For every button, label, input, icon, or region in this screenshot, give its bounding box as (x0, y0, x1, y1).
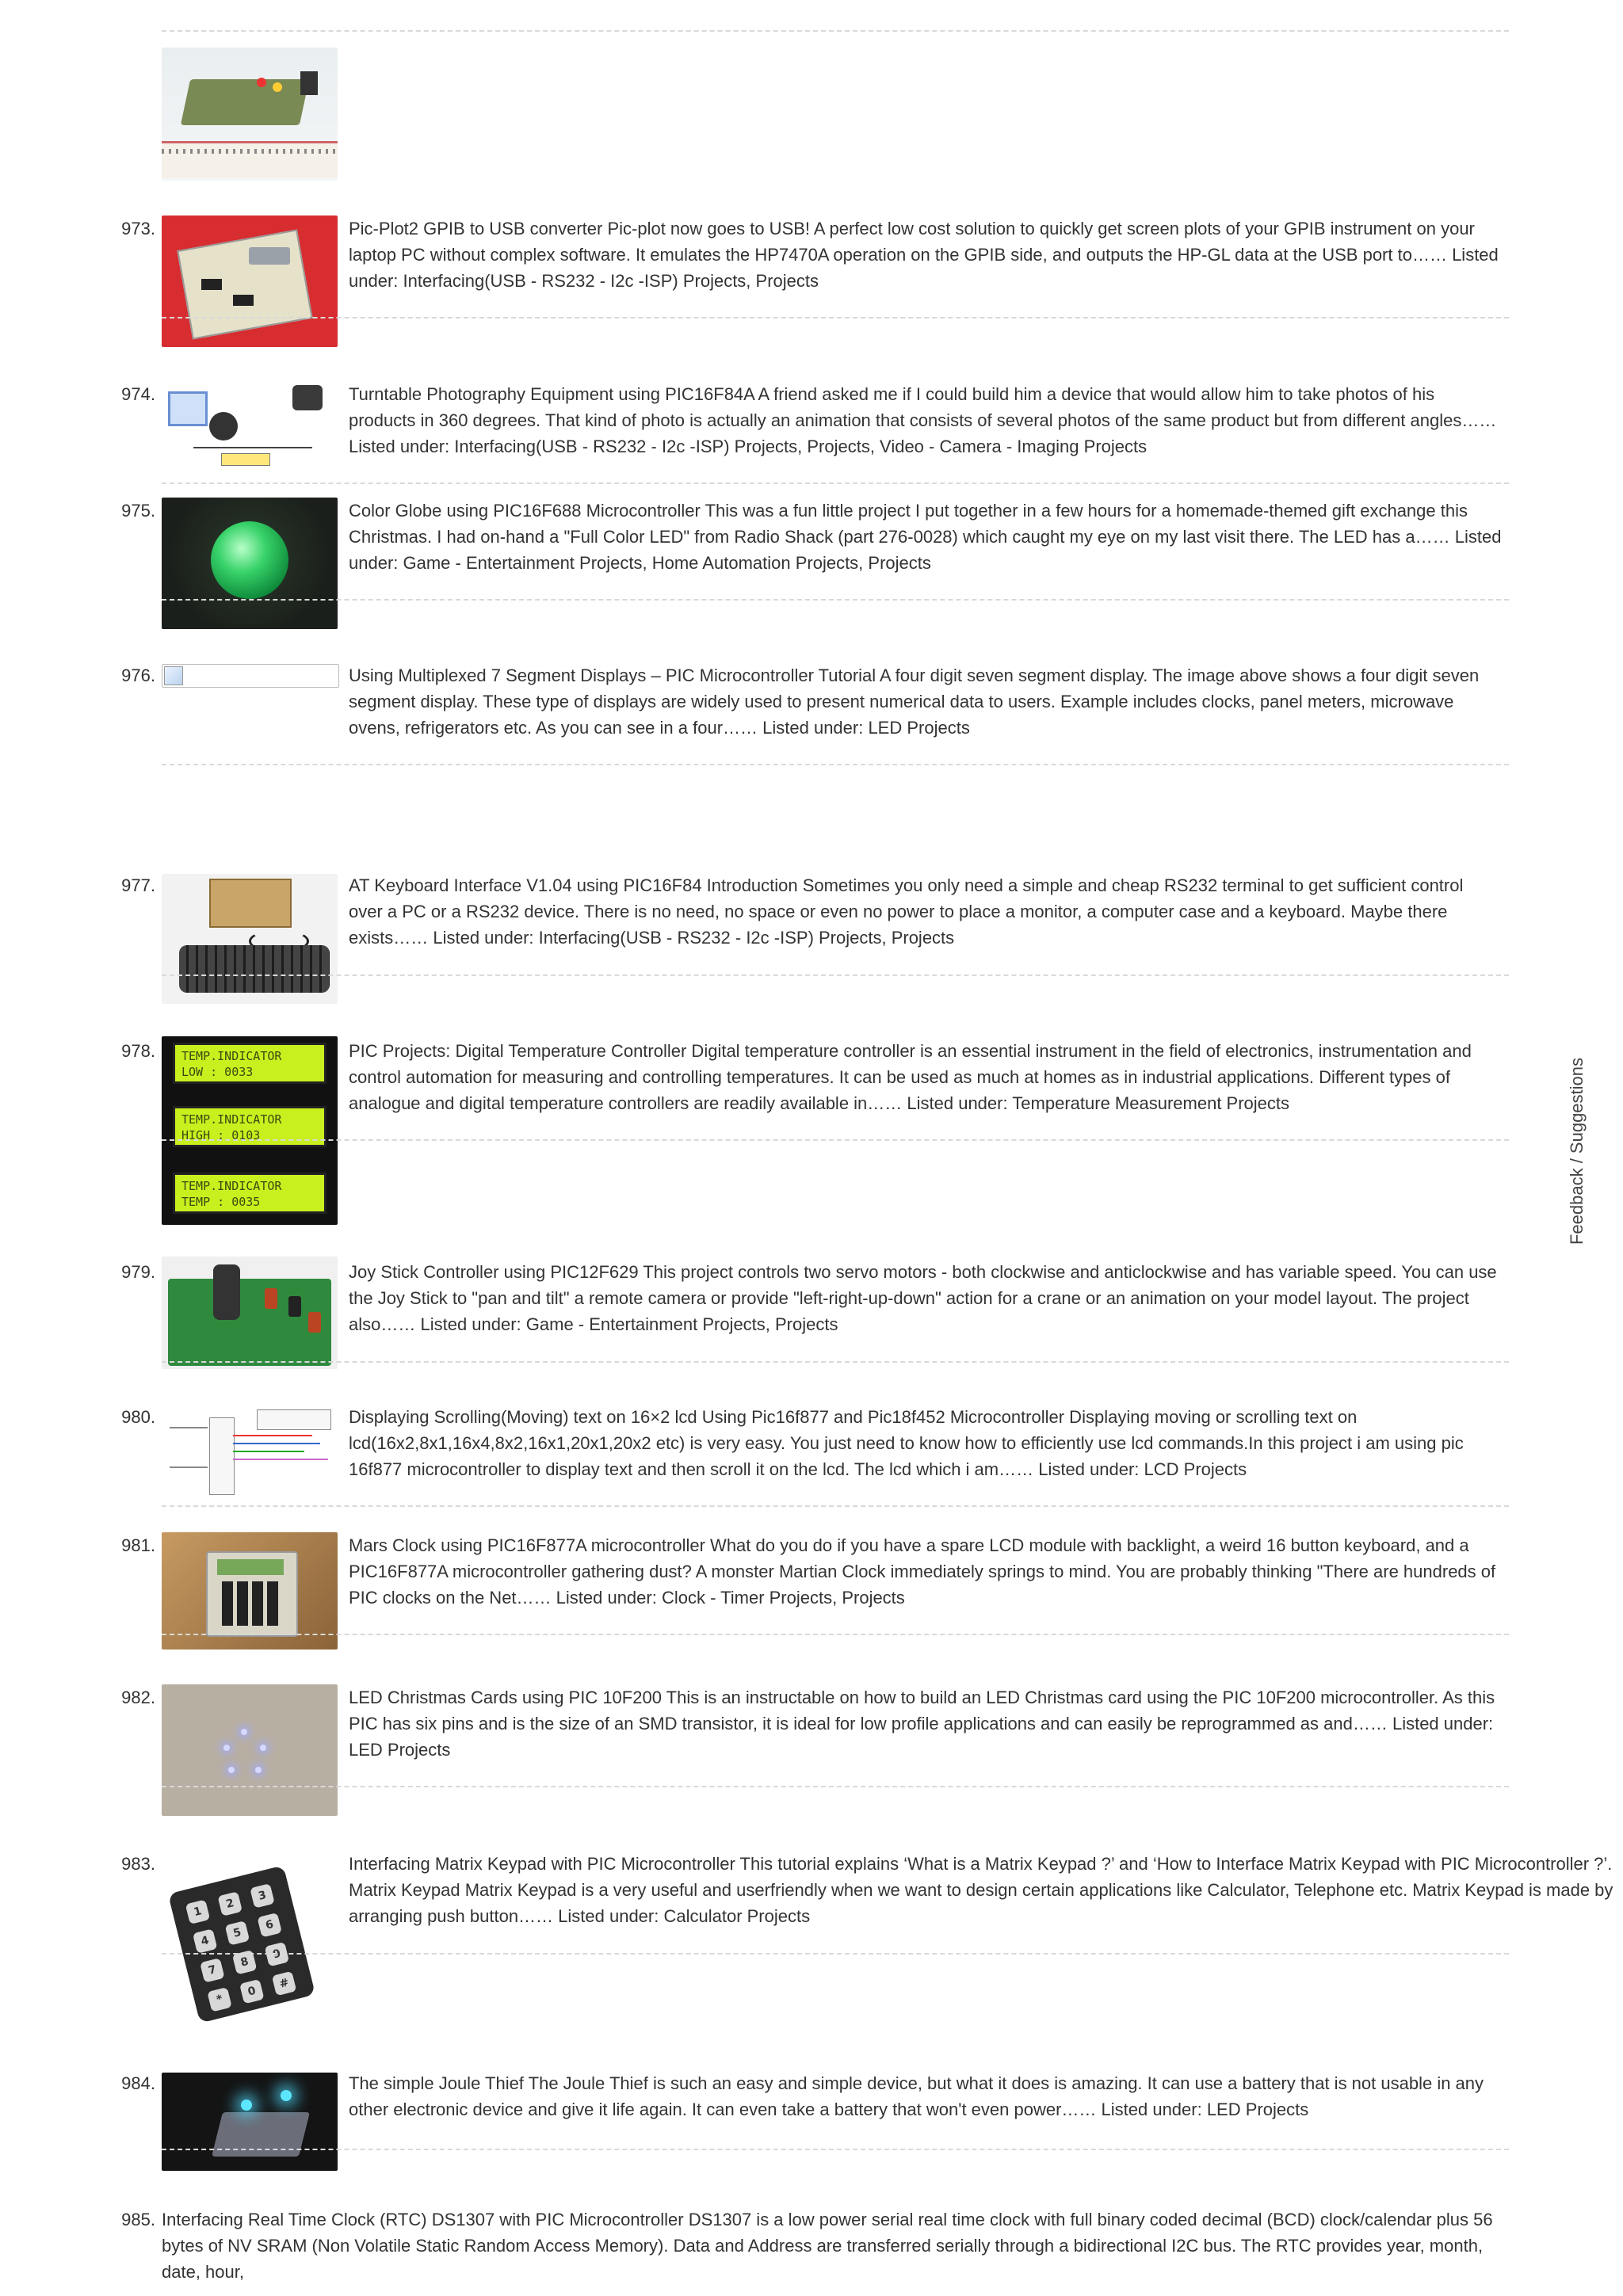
keypad-key: # (272, 1971, 297, 1997)
item-number: 980. (121, 1407, 155, 1427)
keypad-key: 0 (239, 1979, 265, 2004)
item-divider (162, 1953, 1509, 1955)
item-number: 978. (121, 1041, 155, 1061)
project-thumbnail[interactable] (162, 215, 338, 347)
project-description[interactable]: Mars Clock using PIC16F877A microcontroller What do you do if you have a spare LCD module with backlight, a weird 16 button keyboard, and a PIC16F877A microcontroller gathering dust? A monster Martian Clock immediately springs to mind. You are probably thinking "There are hundreds of PIC clocks on the Net…… Listed under: Clock - Timer Projects, Projects (349, 1535, 1496, 1608)
project-description[interactable]: Interfacing Real Time Clock (RTC) DS1307 with PIC Microcontroller DS1307 is a low power serial real time clock with full binary coded decimal (BCD) clock/calendar plus 56 bytes of NV SRAM (Non Volatile Static Random Access Memory). Data and Address are transferred serially through a bidirectional I2C bus. The RTC provides year, month, date, hour, (162, 2210, 1493, 2282)
project-thumbnail[interactable] (162, 1532, 338, 1650)
item-divider (162, 1505, 1509, 1507)
project-thumbnail[interactable] (162, 498, 338, 629)
project-thumbnail[interactable] (162, 874, 338, 1004)
item-divider (162, 482, 1509, 484)
project-description[interactable]: Using Multiplexed 7 Segment Displays – PIC Microcontroller Tutorial A four digit seven segment display. The image above shows a four digit seven segment display. These type of displays are widely used to present numerical data to users. Example includes clocks, panel meters, microwave ovens, refrigerators etc. As you can see in a four…… Listed under: LED Projects (349, 666, 1480, 738)
project-description[interactable]: Pic-Plot2 GPIB to USB converter Pic-plot now goes to USB! A perfect low cost solution to quickly get screen plots of your GPIB instrument on your laptop PC without complex software. It emulates the HP7470A operation on the GPIB side, and outputs the HP-GL data at the USB port to…… Listed under: Interfacing(USB - RS232 - I2c -ISP) Projects, Projects (349, 219, 1499, 291)
item-number: 975. (121, 501, 155, 521)
project-description[interactable]: Color Globe using PIC16F688 Microcontroller This was a fun little project I put together in a few hours for a homemade-themed gift exchange this Christmas. I had on-hand a "Full Color LED" from Radio Shack (part 276-0028) which caught my eye on my last visit there. The LED has a…… Listed under: Game - Entertainment Projects, Home Automation Projects, Projects (349, 501, 1502, 573)
item-divider (162, 1139, 1509, 1141)
item-number: 973. (121, 219, 155, 238)
item-divider (162, 2149, 1509, 2150)
project-thumbnail[interactable] (162, 1684, 338, 1816)
item-divider (162, 1786, 1509, 1787)
project-thumbnail[interactable] (162, 1036, 338, 1225)
keypad-key: 3 (250, 1883, 275, 1909)
lcd-screen: TEMP.INDICATOR TEMP : 0035 (173, 1173, 327, 1214)
project-description[interactable]: Turntable Photography Equipment using PIC16F84A A friend asked me if I could build him a device that would allow him to take photos of his products in 360 degrees. That kind of photo is actually an animation that consists of several photos of the same product but from different angles…… Listed under: Interfacing(USB - RS232 - I2c -ISP) Projects, Projects, Video - Camera - Imaging Projects (349, 384, 1497, 456)
item-number: 984. (121, 2073, 155, 2093)
item-number: 981. (121, 1535, 155, 1555)
lcd-screen: TEMP.INDICATOR LOW : 0033 (173, 1043, 327, 1084)
lcd-screen: TEMP.INDICATOR HIGH : 0103 (173, 1106, 327, 1147)
keypad-key: 1 (185, 1899, 211, 1924)
project-thumbnail[interactable] (162, 1867, 338, 2025)
keypad-key: * (207, 1987, 232, 2012)
keypad-key: 5 (225, 1920, 250, 1946)
item-number: 979. (121, 1262, 155, 1282)
keypad-image (168, 1867, 315, 2023)
project-thumbnail[interactable] (162, 380, 338, 467)
project-description[interactable]: LED Christmas Cards using PIC 10F200 This is an instructable on how to build an LED Christmas card using the PIC 10F200 microcontroller. As this PIC has six pins and is the size of an SMD transistor, it is ideal for low profile applications and can easily be reprogrammed as and…… Listed under: LED Projects (349, 1688, 1495, 1760)
item-divider (162, 599, 1509, 601)
project-description[interactable]: Displaying Scrolling(Moving) text on 16×2 lcd Using Pic16f877 and Pic18f452 Microcontroller Displaying moving or scrolling text on lcd(16x2,8x1,16x4,8x2,16x1,20x1,20x2 etc) is very easy. You just need to know how to efficiently use lcd commands.In this project i am using pic 16f877 microcontroller to display text and then scroll it on the lcd. The lcd which i am…… Listed under: LCD Projects (349, 1407, 1464, 1479)
item-divider (162, 317, 1509, 318)
project-description[interactable]: Interfacing Matrix Keypad with PIC Microcontroller This tutorial explains ‘What is a Matrix Keypad ?’ and ‘How to Interface Matrix Keypad with PIC Microcontroller ?’. Matrix Keypad Matrix Keypad is a very useful and userfriendly when we want to design certain applications like Calculator, Telephone etc. Matrix Keypad is made by arranging push button…… Listed under: Calculator Projects (349, 1854, 1613, 1926)
project-description[interactable]: The simple Joule Thief The Joule Thief is such an easy and simple device, but what it does is amazing. It can use a battery that is not usable in any other electronic device and give it life again. It can even take a battery that won't even power…… Listed under: LED Projects (349, 2073, 1484, 2119)
project-thumbnail[interactable] (162, 1257, 338, 1369)
keypad-key: 9 (265, 1942, 290, 1967)
item-number: 983. (121, 1854, 155, 1874)
project-description[interactable]: Joy Stick Controller using PIC12F629 This project controls two servo motors - both clockwise and anticlockwise and has variable speed. You can use the Joy Stick to "pan and tilt" a remote camera or provide "left-right-up-down" action for a crane or an animation on your model layout. The project also…… Listed under: Game - Entertainment Projects, Projects (349, 1262, 1497, 1334)
keypad-key: 8 (232, 1950, 258, 1975)
item-number: 982. (121, 1688, 155, 1707)
item-divider (162, 974, 1509, 976)
feedback-suggestions-tab[interactable]: Feedback / Suggestions (1567, 1057, 1587, 1245)
item-number: 977. (121, 875, 155, 895)
keypad-key: 2 (217, 1891, 242, 1917)
item-divider (162, 1634, 1509, 1635)
keypad-key: 4 (193, 1928, 218, 1954)
project-thumbnail[interactable] (162, 2073, 338, 2171)
item-number: 985. (121, 2210, 155, 2229)
project-thumbnail[interactable] (162, 1403, 338, 1503)
keypad-key: 7 (200, 1958, 225, 1983)
project-description[interactable]: AT Keyboard Interface V1.04 using PIC16F84 Introduction Sometimes you only need a simple and cheap RS232 terminal to get sufficient control over a PC or a RS232 device. There is no need, no space or even no power to place a monitor, a computer case and a keyboard. Maybe there exists…… Listed under: Interfacing(USB - RS232 - I2c -ISP) Projects, Projects (349, 875, 1464, 948)
item-number: 976. (121, 666, 155, 685)
keypad-key: 6 (257, 1913, 282, 1938)
item-number: 974. (121, 384, 155, 404)
item-divider (162, 30, 1509, 32)
item-divider (162, 764, 1509, 765)
project-description[interactable]: PIC Projects: Digital Temperature Controller Digital temperature controller is an essential instrument in the field of electronics, instrumentation and control automation for measuring and controlling temperatures. It can be used as much at homes as in industrial applications. Different types of analogue and digital temperature controllers are readily available in…… Listed under: Temperature Measurement Projects (349, 1041, 1472, 1113)
project-thumbnail[interactable] (162, 48, 338, 181)
item-divider (162, 1361, 1509, 1363)
broken-image-icon[interactable] (162, 664, 339, 688)
